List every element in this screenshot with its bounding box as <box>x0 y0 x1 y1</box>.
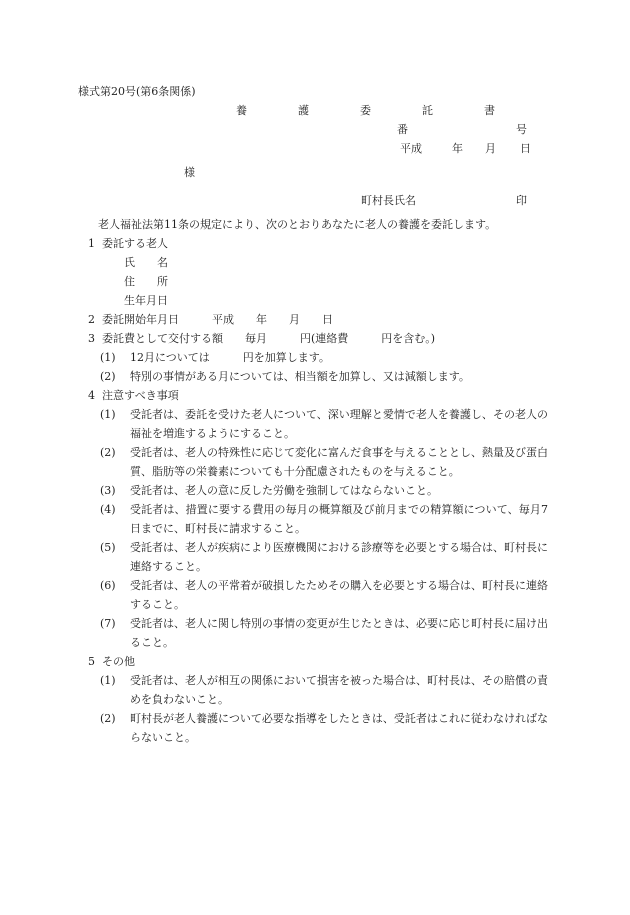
number-suffix: 号 <box>516 123 527 136</box>
item-text: 受託者は、老人に関し特別の事情の変更が生じたときは、必要に応じ町村長に届け出ること。 <box>130 617 548 649</box>
item-number: (2) <box>100 370 116 383</box>
list-item <box>78 614 548 652</box>
item-number: (1) <box>100 408 116 421</box>
item-text: 受託者は、委託を受けた老人について、深い理解と愛情で老人を養護し、その老人の福祉を増進するようにすること。 <box>130 408 548 440</box>
intro-text: 老人福祉法第11条の規定により、次のとおりあなたに老人の養護を委託します。 <box>98 218 497 231</box>
item-text: 受託者は、老人が疾病により医療機関における診療等を必要とする場合は、町村長に連絡すること。 <box>130 541 548 573</box>
list-item <box>78 709 548 747</box>
mayor-name-label: 町村長氏名 <box>361 194 416 207</box>
list-item <box>78 443 548 481</box>
item-text: 受託者は、措置に要する費用の毎月の概算額及び前月までの精算額について、毎月7日までに、町村長に請求すること。 <box>130 503 548 535</box>
section-3-heading <box>78 329 548 348</box>
field-name <box>78 253 548 272</box>
section-text: 委託費として交付する額 毎月 円(連絡費 円を含む。) <box>102 332 436 345</box>
field-label: 氏 名 <box>124 256 168 269</box>
list-item <box>78 576 548 614</box>
item-number: (2) <box>100 712 116 725</box>
issue-date <box>400 143 531 154</box>
section-number: 1 <box>88 237 95 250</box>
item-number: (5) <box>100 541 116 554</box>
item-number: (6) <box>100 579 116 592</box>
section-title: 注意すべき事項 <box>102 389 179 402</box>
list-item <box>78 405 548 443</box>
seal-label: 印 <box>516 194 527 207</box>
item-text: 12月については 円を加算します。 <box>130 351 330 364</box>
month-label: 月 <box>485 142 496 155</box>
field-label: 生年月日 <box>124 294 168 307</box>
addressee-suffix: 様 <box>184 166 195 179</box>
era-label: 平成 <box>400 142 422 155</box>
item-number: (4) <box>100 503 116 516</box>
field-birthdate <box>78 291 548 310</box>
section-1-heading <box>78 234 548 253</box>
number-label: 番 <box>397 123 408 136</box>
year-label: 年 <box>452 142 463 155</box>
item-number: (1) <box>100 674 116 687</box>
list-item <box>78 500 548 538</box>
document-title: 養 護 委 託 書 <box>236 104 515 117</box>
list-item <box>78 367 548 386</box>
section-text: 委託開始年月日 平成 年 月 日 <box>102 313 333 326</box>
section-number: 3 <box>88 332 95 345</box>
item-number: (3) <box>100 484 116 497</box>
item-text: 受託者は、老人の意に反した労働を強制してはならないこと。 <box>130 484 438 497</box>
form-number: 様式第20号(第6条関係) <box>78 85 196 98</box>
item-text: 受託者は、老人の平常着が破損したためその購入を必要とする場合は、町村長に連絡すること。 <box>130 579 548 611</box>
item-text: 受託者は、老人が相互の関係において損害を被った場合は、町村長は、その賠償の責めを負わないこと。 <box>130 674 548 706</box>
field-address <box>78 272 548 291</box>
section-5-heading <box>78 652 548 671</box>
document-body <box>78 215 548 747</box>
section-number: 2 <box>88 313 95 326</box>
item-number: (7) <box>100 617 116 630</box>
item-number: (2) <box>100 446 116 459</box>
section-number: 4 <box>88 389 95 402</box>
list-item <box>78 671 548 709</box>
day-label: 日 <box>520 142 531 155</box>
list-item <box>78 348 548 367</box>
list-item <box>78 538 548 576</box>
section-title: その他 <box>102 655 135 668</box>
item-number: (1) <box>100 351 116 364</box>
item-text: 町村長が老人養護について必要な指導をしたときは、受託者はこれに従わなければならないこと。 <box>130 712 548 744</box>
section-4-heading <box>78 386 548 405</box>
item-text: 受託者は、老人の特殊性に応じて変化に富んだ食事を与えることとし、熱量及び蛋白質、脂肪等の栄養素についても十分配慮されたものを与えること。 <box>130 446 548 478</box>
field-label: 住 所 <box>124 275 168 288</box>
list-item <box>78 481 548 500</box>
item-text: 特別の事情がある月については、相当額を加算し、又は減額します。 <box>130 370 470 383</box>
section-2-heading <box>78 310 548 329</box>
section-title: 委託する老人 <box>102 237 168 250</box>
section-number: 5 <box>88 655 95 668</box>
